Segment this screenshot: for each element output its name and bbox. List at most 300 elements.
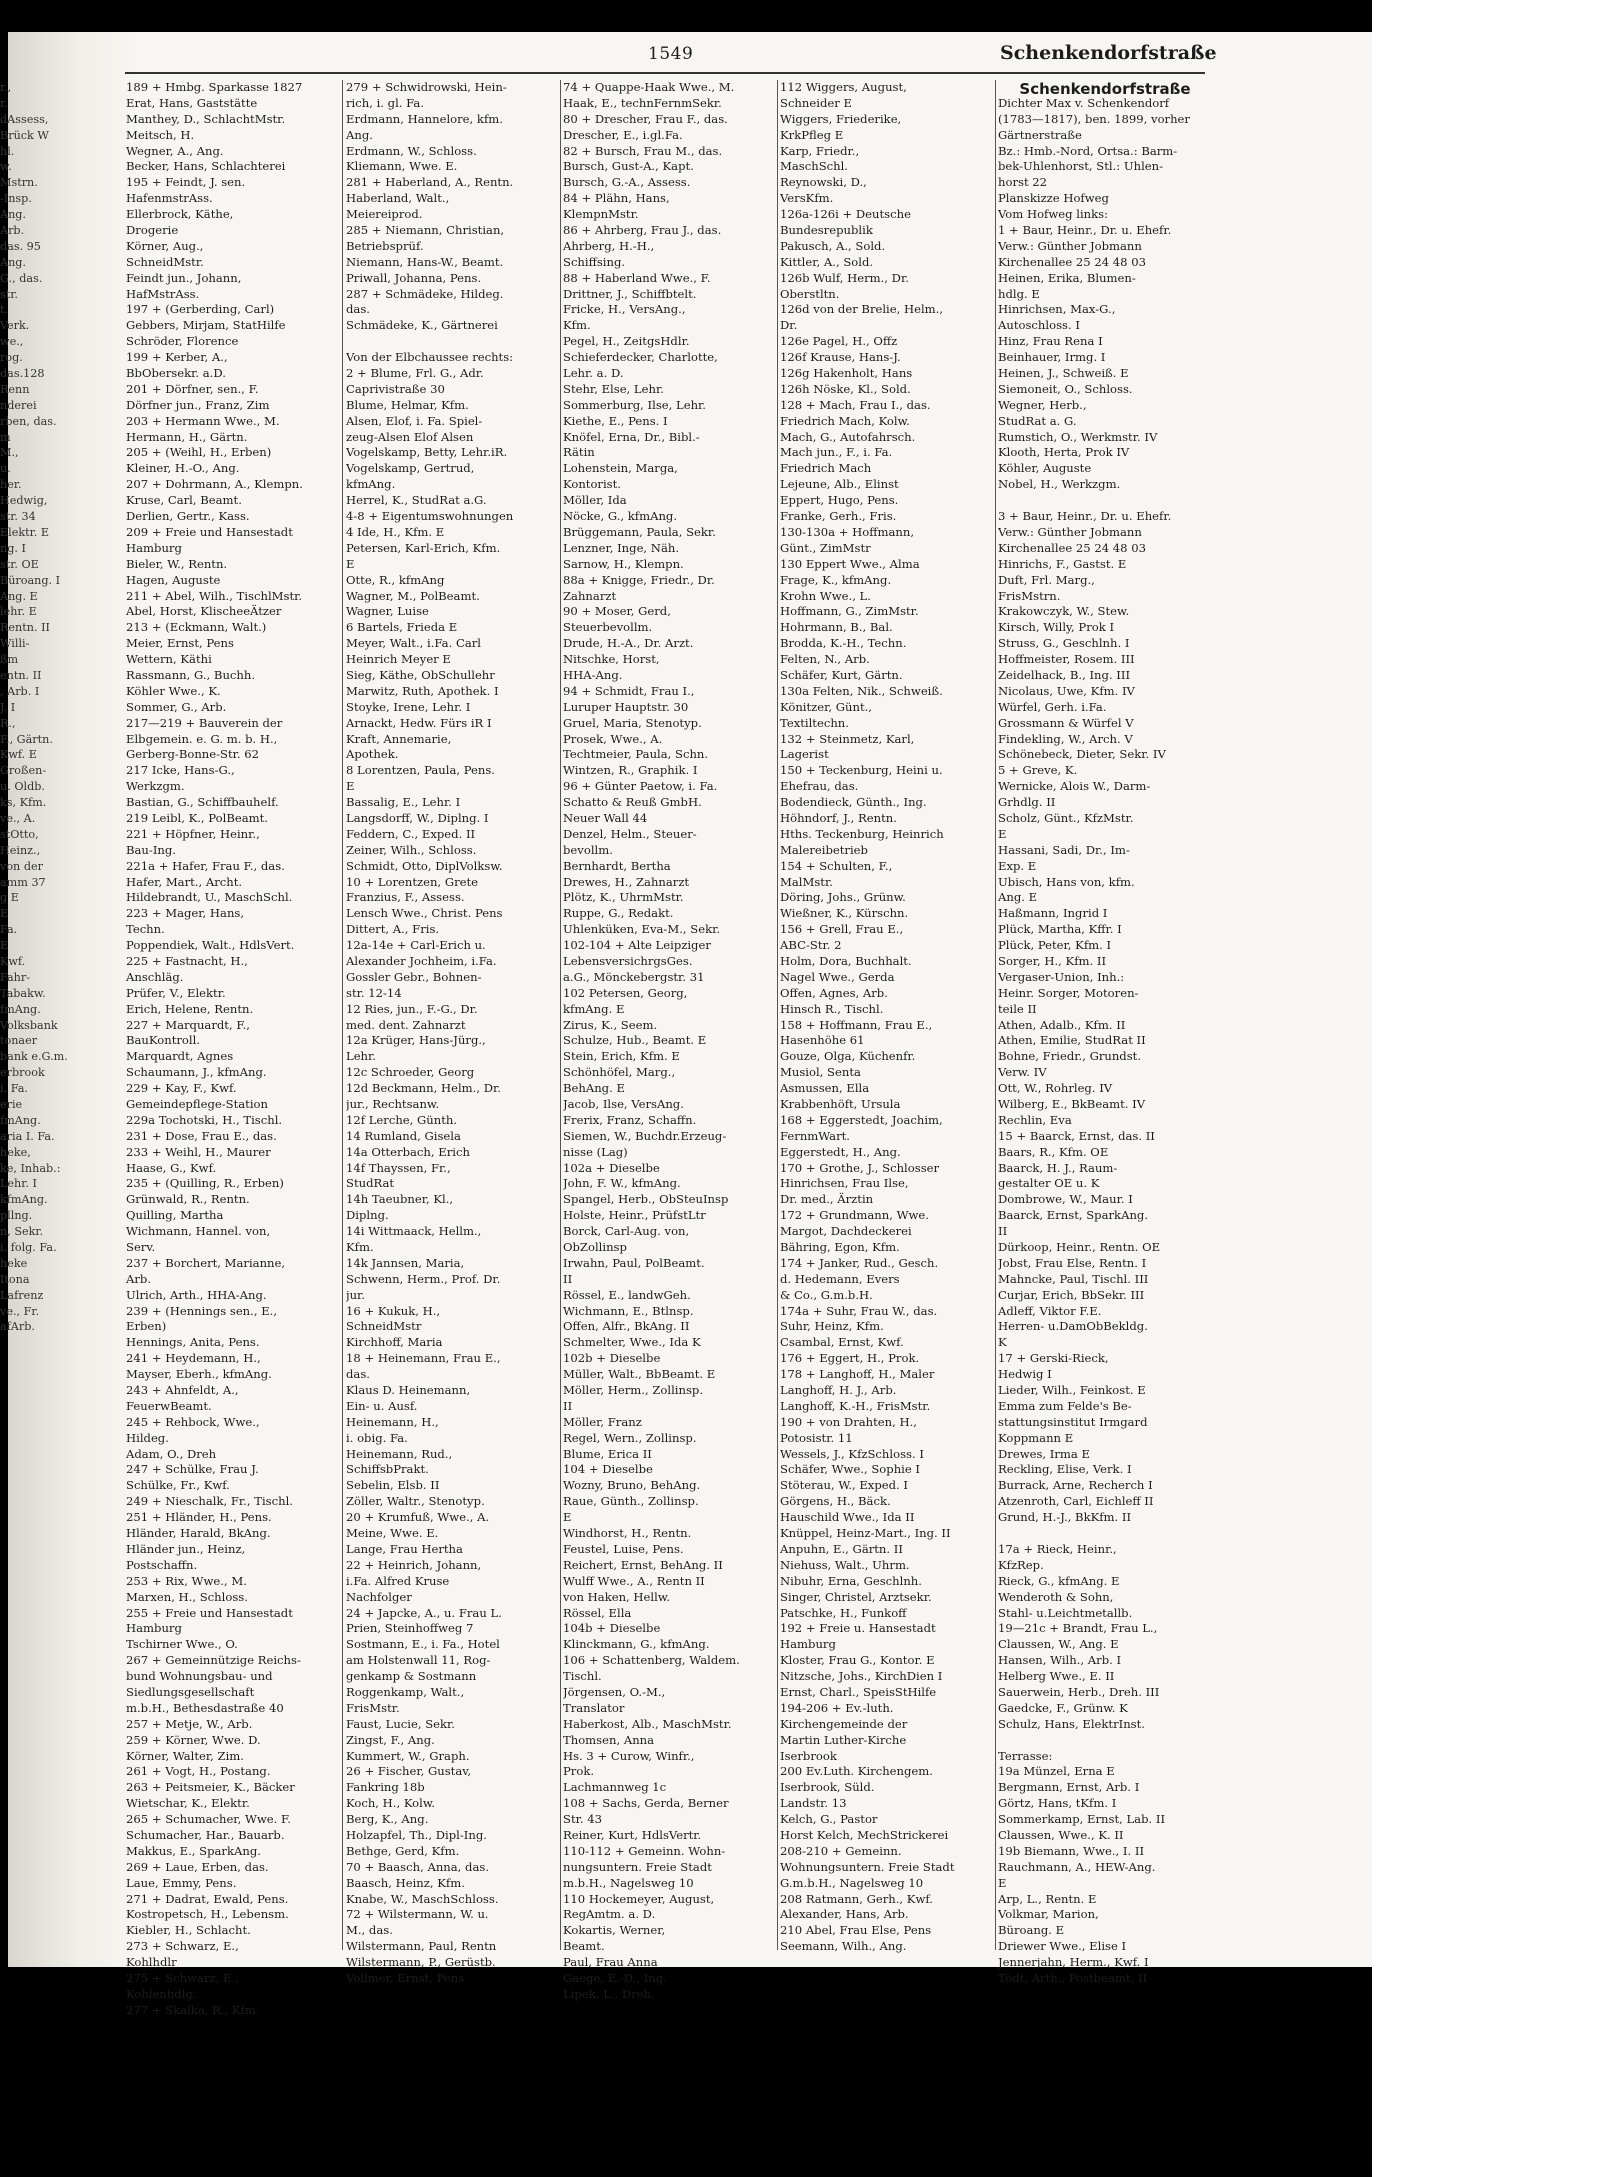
directory-entry: 104 + Dieselbe [563,1462,653,1477]
directory-entry: Langsdorff, W., Diplng. I [346,810,489,825]
directory-entry: Marwitz, Ruth, Apothek. I [346,683,499,698]
left-page-line: amm 37 [0,875,46,889]
directory-entry: Hinrichsen, Frau Ilse, [780,1176,909,1191]
directory-entry: 170 + Grothe, J., Schlosser [780,1160,940,1175]
directory-entry: Laue, Emmy, Pens. [126,1875,237,1890]
directory-entry: Ott, W., Rohrleg. IV [998,1081,1113,1096]
directory-entry: Plück, Peter, Kfm. I [998,938,1112,953]
left-page-line: , Arb. I [0,684,40,698]
directory-entry: Plötz, K., UhrmMstr. [563,890,684,905]
directory-entry: Erdmann, W., Schloss. [346,143,477,158]
directory-entry: II [563,1271,573,1286]
directory-entry: Gaege, E.-D., Ing. [563,1970,667,1985]
column-divider [995,80,996,1950]
directory-entry: 192 + Freie u. Hansestadt [780,1621,936,1636]
left-page-line: Volksbank [0,1018,58,1032]
directory-entry: II [563,1398,573,1413]
directory-entry: Offen, Agnes, Arb. [780,985,888,1000]
directory-entry: Haßmann, Ingrid I [998,906,1108,921]
directory-entry: Schatto & Reuß GmbH. [563,795,702,810]
directory-entry: Klinckmann, G., kfmAng. [563,1637,710,1652]
directory-entry: Kontorist. [563,477,621,492]
page-number: 1549 [648,44,694,64]
directory-entry: 277 + Skalka, R., Kfm. [126,2002,260,2017]
left-page-line: Hedwig, [0,494,48,508]
directory-entry: Textiltechn. [780,715,849,730]
directory-entry: Otte, R., kfmAng [346,572,445,587]
directory-entry: Vom Hofweg links: [998,207,1109,222]
directory-entry: zeug-Alsen Elof Alsen [346,429,474,444]
directory-entry: 126b Wulf, Herm., Dr. [780,270,909,285]
directory-entry: Kelch, G., Pastor [780,1812,878,1827]
directory-entry: 80 + Drescher, Frau F., das. [563,111,728,126]
directory-entry: Poppendiek, Walt., HdlsVert. [126,938,295,953]
street-heading: Schenkendorfstraße [1019,80,1191,98]
directory-entry: Spangel, Herb., ObSteuInsp [563,1192,729,1207]
directory-entry: Lieder, Wilh., Feinkost. E [998,1383,1146,1398]
directory-entry: m.b.H., Bethesdastraße 40 [126,1700,284,1715]
directory-entry: Kruse, Carl, Beamt. [126,493,242,508]
directory-entry: Baarck, H. J., Raum- [998,1160,1118,1175]
directory-entry: HafMstrAss. [126,286,200,301]
directory-entry: Meiereiprod. [346,207,423,222]
directory-entry: Lejeune, Alb., Elinst [780,477,899,492]
directory-entry: RegAmtm. a. D. [563,1907,656,1922]
directory-entry: 17 + Gerski-Rieck, [998,1351,1109,1366]
directory-entry: 211 + Abel, Wilh., TischlMstr. [126,588,303,603]
directory-entry: Hermann, H., Gärtn. [126,429,248,444]
directory-entry: Sauerwein, Herb., Dreh. III [998,1684,1160,1699]
directory-entry: Hedwig I [998,1367,1052,1382]
directory-entry: 231 + Dose, Frau E., das. [126,1128,277,1143]
directory-entry: Erdmann, Hannelore, kfm. [346,111,503,126]
directory-entry: 158 + Hoffmann, Frau E., [780,1017,933,1032]
directory-entry: Möller, Franz [563,1414,642,1429]
directory-entry: FrisMstrn. [998,588,1061,603]
left-page-line: r., [0,81,12,94]
directory-entry: 102 Petersen, Georg, [563,985,688,1000]
directory-entry: Faust, Lucie, Sekr. [346,1716,455,1731]
directory-entry: Hennings, Anita, Pens. [126,1335,260,1350]
directory-entry: 174 + Janker, Rud., Gesch. [780,1255,939,1270]
directory-entry: Prüfer, V., Elektr. [126,985,226,1000]
directory-entry: 86 + Ahrberg, Frau J., das. [563,223,722,238]
left-page-line: her. [0,478,22,492]
directory-entry [998,1733,1208,1749]
directory-entry: a.G., Mönckebergstr. 31 [563,969,705,984]
left-page-line: Fahr- [0,970,31,984]
directory-entry: Tödt, Arth., Postbeamt. II [998,1970,1148,1985]
left-page-line: Kwf. [0,954,26,968]
directory-entry: das. [346,1367,370,1382]
directory-entry: Franzius, F., Assess. [346,890,465,905]
directory-entry: nungsuntern. Freie Stadt [563,1859,712,1874]
directory-entry: Rieck, G., kfmAng. E [998,1573,1120,1588]
left-page-line: F., Gärtn. [0,732,53,746]
directory-entry: Hamburg [126,1621,182,1636]
directory-entry: Kirsch, Willy, Prok I [998,620,1115,635]
left-page-line: str. 34 [0,510,36,524]
directory-entry: FeuerwBeamt. [126,1398,212,1413]
directory-entry: Str. 43 [563,1812,602,1827]
directory-entry: Holzapfel, Th., Dipl-Ing. [346,1827,487,1842]
directory-entry: Sommer, G., Arb. [126,699,227,714]
left-page-line: Heinz., [0,843,41,857]
directory-entry: Lehr. [346,1049,376,1064]
left-page-line: afArb. [0,1320,35,1334]
directory-entry: Jennerjahn, Herm., Kwf. I [998,1955,1149,1970]
directory-entry: Postschaffn. [126,1557,198,1572]
directory-entry: Paul, Frau Anna [563,1955,658,1970]
directory-entry: HHA-Ang. [563,667,623,682]
left-page-line: u. [0,462,11,476]
directory-entry: Ein- u. Ausf. [346,1398,418,1413]
directory-entry: Klaus D. Heinemann, [346,1383,471,1398]
directory-entry: Wießner, K., Kürschn. [780,906,909,921]
directory-entry: Uhlenküken, Eva-M., Sekr. [563,922,721,937]
directory-entry: 14 Rumland, Gisela [346,1128,461,1143]
directory-entry: Verw.: Günther Jobmann [998,238,1142,253]
directory-entry: d. Hedemann, Evers [780,1271,900,1286]
directory-entry: Thomsen, Anna [563,1732,655,1747]
left-page-line: fmAng. [0,1113,41,1127]
directory-entry: Arnackt, Hedw. Fürs iR I [346,715,492,730]
directory-entry: Translator [563,1700,625,1715]
directory-entry: Mach jun., F., i. Fa. [780,445,893,460]
left-page-line: str. OE [0,557,39,571]
directory-entry: Rössel, E., landwGeh. [563,1287,691,1302]
directory-entry: Rauchmann, A., HEW-Ang. [998,1859,1156,1874]
directory-entry: 174a + Suhr, Frau W., das. [780,1303,938,1318]
left-page-line: Fa. [0,923,18,937]
directory-entry: Nobel, H., Werkzgm. [998,477,1121,492]
directory-entry: Schieferdecker, Charlotte, [563,350,718,365]
directory-entry: Verw. IV [998,1065,1047,1080]
directory-entry: 189 + Hmbg. Sparkasse 1827 [126,80,303,94]
directory-entry: Hinsch R., Tischl. [780,1001,884,1016]
directory-entry: Scholz, Günt., KfzMstr. [998,810,1134,825]
directory-entry: 4-8 + Eigentumswohnungen [346,509,514,524]
left-page-line: Arb. [0,224,25,238]
directory-entry: Brodda, K.-H., Techn. [780,636,907,651]
directory-entry: 217—219 + Bauverein der [126,715,283,730]
directory-entry: Neuer Wall 44 [563,810,648,825]
directory-entry: von Haken, Hellw. [563,1589,671,1604]
directory-entry [998,1526,1208,1542]
directory-entry: Nagel Wwe., Gerda [780,969,895,984]
directory-entry: Schwenn, Herm., Prof. Dr. [346,1271,501,1286]
directory-entry: Adleff, Viktor F.E. [998,1303,1102,1318]
left-page-line: i. Fa. [0,1082,28,1096]
directory-entry: 4 Ide, H., Kfm. E [346,524,445,539]
directory-entry: 225 + Fastnacht, H., [126,953,248,968]
directory-entry: M., das. [346,1923,393,1938]
directory-entry: Knöfel, Erna, Dr., Bibl.- [563,429,700,444]
directory-entry: Nibuhr, Erna, Geschlnh. [780,1573,922,1588]
directory-entry: Reckling, Elise, Verk. I [998,1462,1132,1477]
directory-entry: Blume, Erica II [563,1446,652,1461]
directory-entry: Reiner, Kurt, HdlsVertr. [563,1827,702,1842]
directory-entry: Holste, Heinr., PrüfstLtr [563,1208,706,1223]
directory-entry: Drewes, H., Zahnarzt [563,874,690,889]
directory-entry: Techtmeier, Paula, Schn. [563,747,709,762]
directory-entry: Claussen, Wwe., K. II [998,1827,1124,1842]
directory-entry: Hs. 3 + Curow, Winfr., [563,1748,695,1763]
directory-entry: Struss, G., Geschlnh. I [998,636,1130,651]
left-page-line: Ang. E [0,589,38,603]
directory-entry: 132 + Steinmetz, Karl, [780,731,915,746]
directory-entry [998,493,1208,509]
directory-entry: Wilstermann, P., Gerüstb. [346,1955,496,1970]
directory-entry: 14k Jannsen, Maria, [346,1255,465,1270]
directory-entry: 168 + Eggerstedt, Joachim, [780,1112,943,1127]
directory-entry: 199 + Kerber, A., [126,350,228,365]
directory-entry: 3 + Baur, Heinr., Dr. u. Ehefr. [998,509,1172,524]
directory-entry: i. obig. Fa. [346,1430,408,1445]
directory-entry: Irwahn, Paul, PolBeamt. [563,1255,705,1270]
directory-entry: Franke, Gerh., Fris. [780,509,897,524]
directory-entry: 12d Beckmann, Helm., Dr. [346,1081,501,1096]
directory-entry: Heinen, Erika, Blumen- [998,270,1136,285]
directory-entry: Blume, Helmar, Kfm. [346,397,469,412]
directory-entry: Bau-Ing. [126,842,176,857]
directory-entry: Wegner, A., Ang. [126,143,224,158]
directory-entry: Zeidelhack, B., Ing. III [998,667,1131,682]
directory-entry: Fricke, H., VersAng., [563,302,686,317]
directory-entry: 205 + (Weihl, H., Erben) [126,445,272,460]
directory-entry: 12 Ries, jun., F.-G., Dr. [346,1001,478,1016]
directory-entry: 275 + Schwarz, E., [126,1970,239,1985]
directory-entry: Singer, Christel, Arztsekr. [780,1589,932,1604]
directory-entry: Lohenstein, Marga, [563,461,678,476]
directory-entry: 208-210 + Gemeinn. [780,1843,902,1858]
left-page-line: Verk. [0,319,30,333]
directory-entry: 255 + Freie und Hansestadt [126,1605,293,1620]
directory-entry: Langhoff, K.-H., FrisMstr. [780,1398,931,1413]
directory-entry: FrisMstr. [346,1700,400,1715]
directory-entry: Wintzen, R., Graphik. I [563,763,698,778]
directory-entry: Caprivistraße 30 [346,381,445,396]
directory-entry: Friedrich Mach [780,461,872,476]
directory-entry: Bassalig, E., Lehr. I [346,795,461,810]
directory-entry: Iserbrook, Süld. [780,1780,875,1795]
directory-entry: Kloster, Frau G., Kontor. E [780,1653,935,1668]
left-page-line: ßm [0,653,19,667]
directory-entry: Feindt jun., Johann, [126,270,242,285]
directory-entry: Dittert, A., Fris. [346,922,440,937]
directory-entry: 12a Krüger, Hans-Jürg., [346,1033,486,1048]
directory-entry: Hths. Teckenburg, Heinrich [780,826,944,841]
left-page-line: stOtto, [0,827,39,841]
left-page-line: Mstrn. [0,176,38,190]
directory-entry: Helberg Wwe., E. II [998,1669,1115,1684]
directory-entry: rich, i. gl. Fa. [346,95,425,110]
directory-entry: 72 + Wilstermann, W. u. [346,1907,489,1922]
directory-entry: Verw.: Günther Jobmann [998,524,1142,539]
directory-entry: 15 + Baarck, Ernst, das. II [998,1128,1155,1143]
directory-entry: Ahrberg, H.-H., [563,238,655,253]
left-page-line: nderei [0,398,37,412]
directory-entry: Ang. E [998,890,1038,905]
directory-entry: Berg, K., Ang. [346,1812,429,1827]
directory-entry: Möller, Herm., Zollinsp. [563,1383,704,1398]
left-page-line: E [0,907,9,921]
directory-entry: Langhoff, H. J., Arb. [780,1383,897,1398]
left-page-line: t. [0,303,9,317]
directory-entry: genkamp & Sostmann [346,1669,477,1684]
left-page-line: Kwf. E [0,748,37,762]
directory-entry: Asmussen, Ella [780,1081,870,1096]
directory-entry: Erich, Helene, Rentn. [126,1001,254,1016]
column-divider [560,80,561,1950]
directory-entry: Drittner, J., Schiffbtelt. [563,286,697,301]
directory-entry: Bursch, Gust-A., Kapt. [563,159,694,174]
directory-entry: Gemeindepflege-Station [126,1097,268,1111]
directory-entry: 6 Bartels, Frieda E [346,620,458,635]
directory-entry: Exp. E [998,858,1037,873]
left-page-line: ve., Fr. [0,1304,40,1318]
directory-entry: Windhorst, H., Rentn. [563,1526,692,1541]
directory-entry: Nitschke, Horst, [563,652,660,667]
directory-entry: Hildeg. [126,1430,169,1445]
directory-entry: 108 + Sachs, Gerda, Berner [563,1796,729,1811]
directory-entry: Erat, Hans, Gaststätte [126,95,258,110]
directory-entry: Tischl. [563,1669,602,1684]
directory-entry: 207 + Dohrmann, A., Klempn. [126,477,303,492]
directory-entry: Dörfner jun., Franz, Zim [126,397,270,412]
left-page-line: str. [0,287,18,301]
directory-entry: 287 + Schmädeke, Hildeg. [346,286,504,301]
directory-entry: Krohn Wwe., L. [780,588,871,603]
directory-entry: Meyer, Walt., i.Fa. Carl [346,636,481,651]
directory-entry: Wichmann, E., Btlnsp. [563,1303,694,1318]
directory-entry: Kokartis, Werner, [563,1923,666,1938]
directory-entry: Mayser, Eberh., kfmAng. [126,1367,272,1382]
directory-entry: Csambal, Ernst, Kwf. [780,1335,904,1350]
directory-entry: Hamburg [780,1637,836,1652]
directory-entry: Gärtnerstraße [998,127,1082,142]
directory-entry: Bergmann, Ernst, Arb. I [998,1780,1140,1795]
directory-entry: Musiol, Senta [780,1065,861,1080]
directory-entry: 19b Biemann, Wwe., I. II [998,1843,1145,1858]
directory-entry: gestalter OE u. K [998,1176,1100,1191]
directory-entry: Lagerist [780,747,829,762]
directory-entry: Haase, G., Kwf. [126,1160,217,1175]
directory-entry: Siemen, W., Buchdr.Erzeug- [563,1128,727,1143]
directory-entry: 221a + Hafer, Frau F., das. [126,858,285,873]
directory-entry: Bieler, W., Rentn. [126,556,228,571]
directory-entry: Terrasse: [998,1748,1053,1763]
directory-entry: Schülke, Fr., Kwf. [126,1478,230,1493]
directory-entry: 156 + Grell, Frau E., [780,922,904,937]
left-page-line: erbrook [0,1066,45,1080]
directory-entry: Niehuss, Walt., Uhrm. [780,1557,910,1572]
directory-entry: Schönhöfel, Marg., [563,1065,676,1080]
directory-entry: E [563,1510,572,1525]
directory-entry: 267 + Gemeinnützige Reichs- [126,1653,301,1668]
directory-entry: bevollm. [563,842,613,857]
directory-entry: Hassani, Sadi, Dr., Im- [998,842,1130,857]
directory-entry: Prok. [563,1764,595,1779]
directory-entry: Kiebler, H., Schlacht. [126,1923,251,1938]
directory-entry: Baarck, Ernst, SparkAng. [998,1208,1149,1223]
directory-entry: Felten, N., Arb. [780,652,870,667]
directory-entry: G.m.b.H., Nagelsweg 10 [780,1875,924,1890]
directory-entry: Lensch Wwe., Christ. Pens [346,906,503,921]
directory-entry: HafenmstrAss. [126,191,213,206]
directory-entry: 102a + Dieselbe [563,1160,660,1175]
directory-entry: 126f Krause, Hans-J. [780,350,901,365]
directory-entry: 22 + Heinrich, Johann, [346,1557,482,1572]
directory-entry: jur., Rechtsanw. [346,1097,440,1111]
directory-entry: Wulff Wwe., A., Rentn II [563,1573,705,1588]
left-page-line: -Insp. [0,192,32,206]
directory-entry: Bursch, G.-A., Assess. [563,175,691,190]
left-page-line: von der [0,859,43,873]
left-page-line: E [0,939,9,953]
directory-entry: 150 + Teckenburg, Heini u. [780,763,943,778]
directory-entry: Serv. [126,1240,156,1255]
directory-entry: Körner, Aug., [126,238,204,253]
directory-entry: 269 + Laue, Erben, das. [126,1859,269,1874]
directory-entry: Hansen, Wilh., Arb. I [998,1653,1122,1668]
left-page-line: Lehr. I [0,1177,37,1191]
directory-entry: Seemann, Wilh., Ang. [780,1939,907,1954]
left-page-line: Lafrenz [0,1288,44,1302]
directory-entry: Becker, Hans, Schlachterei [126,159,286,174]
directory-entry: Kleiner, H.-O., Ang. [126,461,240,476]
directory-entry: Hoffmeister, Rosem. III [998,652,1135,667]
directory-entry: Klooth, Herta, Prok IV [998,445,1130,460]
directory-entry: Adam, O., Dreh [126,1446,217,1461]
directory-entry: Stahl- u.Leichtmetallb. [998,1605,1133,1620]
directory-entry: Ernst, Charl., SpeisStHilfe [780,1684,937,1699]
directory-entry: 201 + Dörfner, sen., F. [126,381,259,396]
directory-entry: Schönebeck, Dieter, Sekr. IV [998,747,1166,762]
directory-entry: Hoffmann, G., ZimMstr. [780,604,919,619]
directory-entry: Körner, Walter, Zim. [126,1748,244,1763]
left-page-line: bank e.G.m. [0,1050,68,1064]
directory-entry: 259 + Körner, Wwe. D. [126,1732,261,1747]
directory-entry: Feddern, C., Exped. II [346,826,476,841]
directory-entry: Reynowski, D., [780,175,867,190]
directory-entry: Koch, H., Kolw. [346,1796,436,1811]
directory-entry: Görgens, H., Bäck. [780,1494,891,1509]
directory-entry: Von der Elbchaussee rechts: [346,350,514,365]
directory-entry: 14f Thayssen, Fr., [346,1160,451,1175]
directory-entry: E [998,826,1007,841]
directory-entry: 74 + Quappe-Haak Wwe., M. [563,80,735,94]
directory-entry: 126e Pagel, H., Offz [780,334,898,349]
directory-entry: Reichert, Ernst, BehAng. II [563,1557,723,1572]
directory-entry: Heinemann, Rud., [346,1446,453,1461]
left-page-line: das.128 [0,367,45,381]
directory-entry: 223 + Mager, Hans, [126,906,245,921]
directory-entry: Schmelter, Wwe., Ida K [563,1335,701,1350]
directory-entry: John, F. W., kfmAng. [563,1176,681,1191]
directory-entry: Beinhauer, Irmg. I [998,350,1106,365]
directory-entry: Duft, Frl. Marg., [998,572,1095,587]
directory-entry: Wichmann, Hannel. von, [126,1224,271,1239]
directory-entry: 194-206 + Ev.-luth. [780,1700,894,1715]
directory-entry: 229a Tochotski, H., Tischl. [126,1112,283,1127]
directory-entry: Schäfer, Wwe., Sophie I [780,1462,921,1477]
column-2 [346,80,556,1987]
directory-entry: Burrack, Arne, Recherch I [998,1478,1153,1493]
running-head: Schenkendorfstraße [1000,42,1217,64]
directory-entry: Kohlenhdlg. [126,1986,197,2001]
directory-entry: Döring, Johs., Grünw. [780,890,906,905]
